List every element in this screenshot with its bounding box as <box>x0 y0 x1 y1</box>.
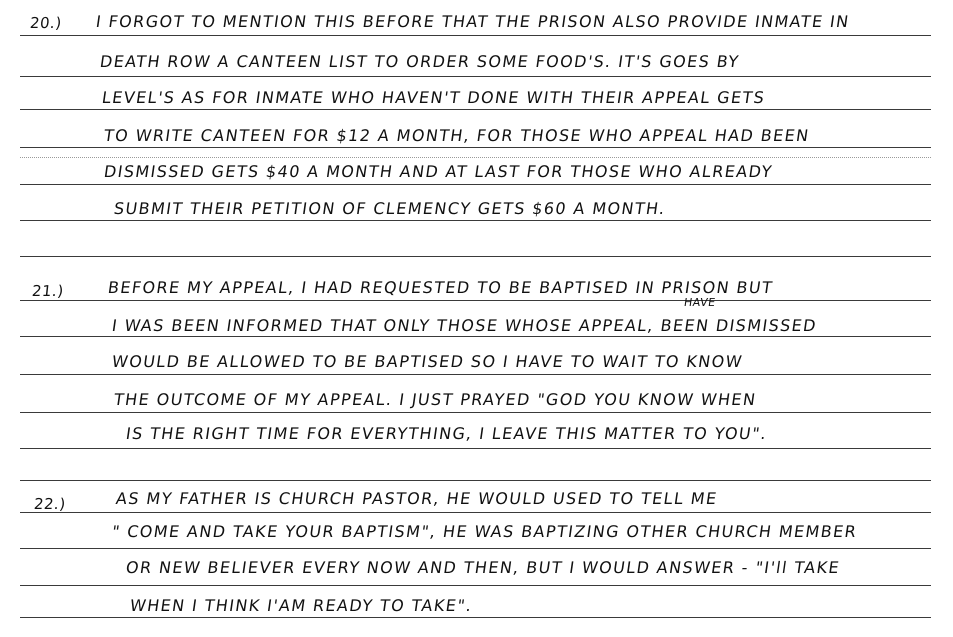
text-line: " COME AND TAKE YOUR BAPTISM", HE WAS BAPTIZING OTHER CHURCH MEMBER <box>110 522 859 541</box>
text-line: LEVEL'S AS FOR INMATE WHO HAVEN'T DONE WITH THEIR APPEAL GETS <box>100 88 767 107</box>
text-line: WHEN I THINK I'AM READY TO TAKE". <box>128 596 474 615</box>
text-line: IS THE RIGHT TIME FOR EVERYTHING, I LEAVE THIS MATTER TO YOU". <box>124 424 769 443</box>
ruled-line <box>20 336 931 337</box>
text-line: I WAS BEEN INFORMED THAT ONLY THOSE WHOSE APPEAL, BEEN DISMISSED <box>110 316 819 335</box>
ruled-line <box>20 617 931 618</box>
text-line: I FORGOT TO MENTION THIS BEFORE THAT THE PRISON ALSO PROVIDE INMATE IN <box>94 12 851 31</box>
ruled-line <box>20 256 931 257</box>
ruled-line <box>20 512 931 513</box>
paragraph-number: 21.) <box>31 282 65 300</box>
ruled-line <box>20 480 931 481</box>
ruled-line <box>20 109 931 110</box>
ruled-line <box>20 184 931 185</box>
ruled-line <box>20 76 931 77</box>
ruled-line <box>20 300 931 301</box>
inserted-word: HAVE <box>683 296 717 309</box>
text-line: SUBMIT THEIR PETITION OF CLEMENCY GETS $60 A MONTH. <box>112 199 668 218</box>
ruled-line <box>20 585 931 586</box>
text-line: TO WRITE CANTEEN FOR $12 A MONTH, FOR THOSE WHO APPEAL HAD BEEN <box>102 126 811 145</box>
ruled-line <box>20 147 931 148</box>
text-line: DEATH ROW A CANTEEN LIST TO ORDER SOME FOOD'S. IT'S GOES BY <box>98 52 741 71</box>
ruled-line <box>20 35 931 36</box>
text-line: BEFORE MY APPEAL, I HAD REQUESTED TO BE BAPTISED IN PRISON BUT <box>106 278 775 297</box>
ruled-line <box>20 448 931 449</box>
text-line: DISMISSED GETS $40 A MONTH AND AT LAST FOR THOSE WHO ALREADY <box>102 162 774 181</box>
ruled-line <box>20 157 931 158</box>
text-line: THE OUTCOME OF MY APPEAL. I JUST PRAYED "GOD YOU KNOW WHEN <box>112 390 758 409</box>
paragraph-number: 22.) <box>33 495 67 513</box>
text-line: OR NEW BELIEVER EVERY NOW AND THEN, BUT I WOULD ANSWER - "I'll TAKE <box>124 558 842 577</box>
ruled-line <box>20 548 931 549</box>
text-line: WOULD BE ALLOWED TO BE BAPTISED SO I HAVE TO WAIT TO KNOW <box>110 352 745 371</box>
ruled-line <box>20 220 931 221</box>
ruled-line <box>20 374 931 375</box>
ruled-line <box>20 412 931 413</box>
paragraph-number: 20.) <box>29 14 63 32</box>
text-line: AS MY FATHER IS CHURCH PASTOR, HE WOULD USED TO TELL ME <box>114 489 719 508</box>
